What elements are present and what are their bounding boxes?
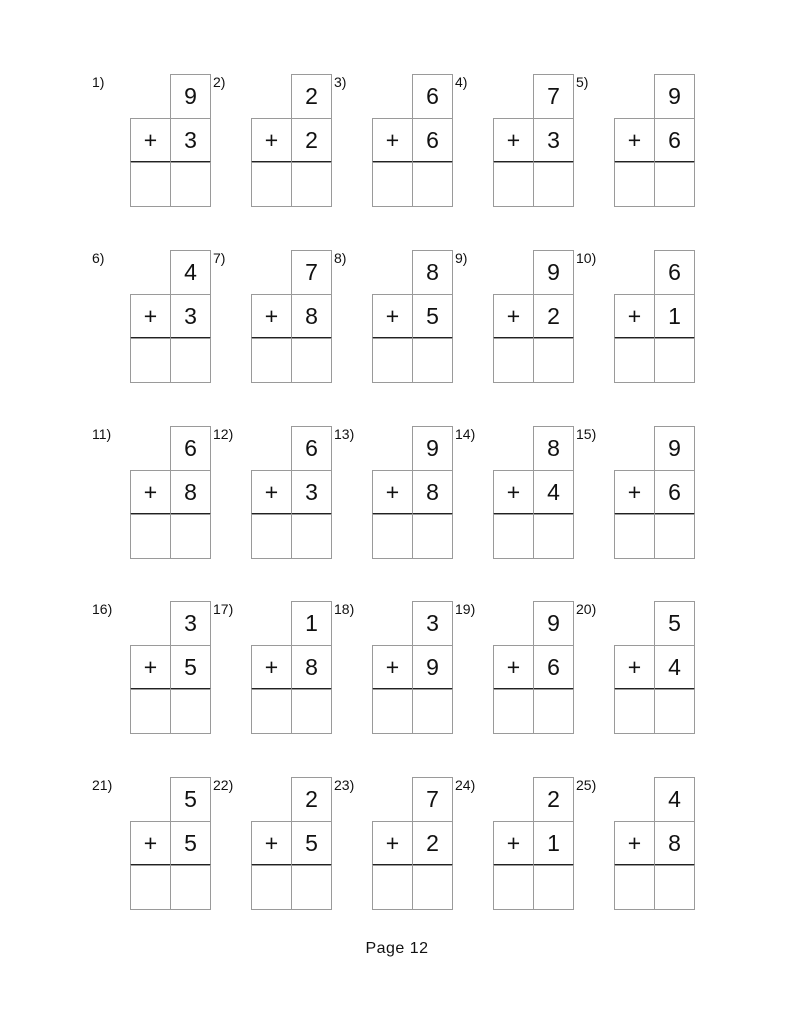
answer-ones-box[interactable] bbox=[291, 865, 332, 910]
bottom-digit: 8 bbox=[291, 645, 332, 690]
problem-number: 23) bbox=[334, 777, 355, 793]
top-digit: 6 bbox=[654, 250, 695, 295]
addition-problem bbox=[334, 777, 454, 913]
bottom-digit: 6 bbox=[533, 645, 574, 690]
answer-tens-box[interactable] bbox=[130, 514, 171, 559]
top-digit: 8 bbox=[412, 250, 453, 295]
answer-tens-box[interactable] bbox=[251, 162, 292, 207]
answer-ones-box[interactable] bbox=[170, 514, 211, 559]
plus-sign: + bbox=[251, 118, 292, 163]
answer-tens-box[interactable] bbox=[493, 338, 534, 383]
top-digit: 6 bbox=[170, 426, 211, 471]
addition-problem bbox=[92, 74, 212, 210]
addition-problem bbox=[334, 601, 454, 737]
bottom-digit: 3 bbox=[170, 294, 211, 339]
plus-sign: + bbox=[493, 645, 534, 690]
addition-problem bbox=[576, 74, 696, 210]
answer-tens-box[interactable] bbox=[493, 162, 534, 207]
answer-ones-box[interactable] bbox=[654, 338, 695, 383]
answer-tens-box[interactable] bbox=[493, 514, 534, 559]
plus-sign: + bbox=[130, 470, 171, 515]
answer-ones-box[interactable] bbox=[412, 689, 453, 734]
plus-sign: + bbox=[493, 118, 534, 163]
bottom-digit: 8 bbox=[291, 294, 332, 339]
answer-tens-box[interactable] bbox=[493, 865, 534, 910]
plus-sign: + bbox=[372, 645, 413, 690]
problem-number: 10) bbox=[576, 250, 597, 266]
top-digit: 5 bbox=[654, 601, 695, 646]
plus-sign: + bbox=[130, 294, 171, 339]
top-digit: 2 bbox=[291, 777, 332, 822]
problem-number: 7) bbox=[213, 250, 226, 266]
problem-number: 6) bbox=[92, 250, 105, 266]
problem-number: 20) bbox=[576, 601, 597, 617]
answer-ones-box[interactable] bbox=[291, 514, 332, 559]
addition-problem bbox=[334, 426, 454, 562]
plus-sign: + bbox=[130, 118, 171, 163]
plus-sign: + bbox=[614, 470, 655, 515]
addition-problem bbox=[92, 601, 212, 737]
answer-tens-box[interactable] bbox=[372, 689, 413, 734]
answer-tens-box[interactable] bbox=[614, 689, 655, 734]
addition-problem bbox=[334, 74, 454, 210]
addition-problem bbox=[92, 426, 212, 562]
answer-tens-box[interactable] bbox=[130, 689, 171, 734]
answer-ones-box[interactable] bbox=[291, 689, 332, 734]
top-digit: 6 bbox=[412, 74, 453, 119]
answer-tens-box[interactable] bbox=[372, 865, 413, 910]
problem-number: 17) bbox=[213, 601, 234, 617]
plus-sign: + bbox=[614, 821, 655, 866]
bottom-digit: 8 bbox=[412, 470, 453, 515]
bottom-digit: 2 bbox=[533, 294, 574, 339]
addition-problem bbox=[455, 74, 575, 210]
answer-tens-box[interactable] bbox=[130, 865, 171, 910]
bottom-digit: 1 bbox=[533, 821, 574, 866]
plus-sign: + bbox=[493, 821, 534, 866]
top-digit: 7 bbox=[533, 74, 574, 119]
plus-sign: + bbox=[372, 470, 413, 515]
problem-number: 15) bbox=[576, 426, 597, 442]
addition-problem bbox=[576, 777, 696, 913]
answer-tens-box[interactable] bbox=[251, 338, 292, 383]
bottom-digit: 3 bbox=[170, 118, 211, 163]
top-digit: 4 bbox=[654, 777, 695, 822]
answer-tens-box[interactable] bbox=[372, 338, 413, 383]
plus-sign: + bbox=[372, 294, 413, 339]
bottom-digit: 2 bbox=[291, 118, 332, 163]
answer-tens-box[interactable] bbox=[251, 865, 292, 910]
problem-number: 13) bbox=[334, 426, 355, 442]
answer-ones-box[interactable] bbox=[170, 338, 211, 383]
problem-number: 2) bbox=[213, 74, 226, 90]
answer-ones-box[interactable] bbox=[533, 162, 574, 207]
top-digit: 4 bbox=[170, 250, 211, 295]
problem-number: 22) bbox=[213, 777, 234, 793]
problem-number: 14) bbox=[455, 426, 476, 442]
plus-sign: + bbox=[251, 821, 292, 866]
problem-number: 5) bbox=[576, 74, 589, 90]
problem-number: 3) bbox=[334, 74, 347, 90]
answer-ones-box[interactable] bbox=[533, 514, 574, 559]
top-digit: 9 bbox=[533, 601, 574, 646]
bottom-digit: 3 bbox=[291, 470, 332, 515]
addition-problem bbox=[213, 426, 333, 562]
bottom-digit: 1 bbox=[654, 294, 695, 339]
bottom-digit: 3 bbox=[533, 118, 574, 163]
top-digit: 3 bbox=[412, 601, 453, 646]
answer-ones-box[interactable] bbox=[654, 865, 695, 910]
problem-number: 1) bbox=[92, 74, 105, 90]
top-digit: 9 bbox=[412, 426, 453, 471]
answer-ones-box[interactable] bbox=[533, 338, 574, 383]
addition-problem bbox=[455, 601, 575, 737]
plus-sign: + bbox=[251, 470, 292, 515]
plus-sign: + bbox=[372, 118, 413, 163]
addition-problem bbox=[213, 250, 333, 386]
plus-sign: + bbox=[614, 118, 655, 163]
answer-ones-box[interactable] bbox=[533, 865, 574, 910]
bottom-digit: 6 bbox=[654, 470, 695, 515]
top-digit: 9 bbox=[170, 74, 211, 119]
addition-problem bbox=[455, 777, 575, 913]
answer-tens-box[interactable] bbox=[251, 689, 292, 734]
bottom-digit: 6 bbox=[654, 118, 695, 163]
top-digit: 9 bbox=[533, 250, 574, 295]
problem-number: 4) bbox=[455, 74, 468, 90]
bottom-digit: 5 bbox=[170, 645, 211, 690]
plus-sign: + bbox=[493, 470, 534, 515]
top-digit: 2 bbox=[291, 74, 332, 119]
problem-number: 12) bbox=[213, 426, 234, 442]
top-digit: 3 bbox=[170, 601, 211, 646]
answer-tens-box[interactable] bbox=[614, 514, 655, 559]
top-digit: 7 bbox=[291, 250, 332, 295]
answer-tens-box[interactable] bbox=[614, 338, 655, 383]
plus-sign: + bbox=[251, 645, 292, 690]
bottom-digit: 5 bbox=[170, 821, 211, 866]
answer-ones-box[interactable] bbox=[654, 162, 695, 207]
answer-ones-box[interactable] bbox=[291, 338, 332, 383]
problem-number: 18) bbox=[334, 601, 355, 617]
bottom-digit: 8 bbox=[654, 821, 695, 866]
addition-problem bbox=[92, 777, 212, 913]
top-digit: 1 bbox=[291, 601, 332, 646]
plus-sign: + bbox=[493, 294, 534, 339]
top-digit: 2 bbox=[533, 777, 574, 822]
plus-sign: + bbox=[251, 294, 292, 339]
bottom-digit: 5 bbox=[412, 294, 453, 339]
problem-number: 16) bbox=[92, 601, 113, 617]
answer-ones-box[interactable] bbox=[412, 162, 453, 207]
addition-problem bbox=[576, 601, 696, 737]
answer-ones-box[interactable] bbox=[170, 162, 211, 207]
answer-tens-box[interactable] bbox=[614, 865, 655, 910]
addition-problem bbox=[576, 426, 696, 562]
addition-problem bbox=[576, 250, 696, 386]
answer-ones-box[interactable] bbox=[533, 689, 574, 734]
problem-number: 11) bbox=[92, 426, 112, 442]
page-number: Page 12 bbox=[365, 940, 429, 957]
problem-number: 19) bbox=[455, 601, 476, 617]
plus-sign: + bbox=[372, 821, 413, 866]
answer-tens-box[interactable] bbox=[614, 162, 655, 207]
bottom-digit: 6 bbox=[412, 118, 453, 163]
problem-number: 21) bbox=[92, 777, 113, 793]
plus-sign: + bbox=[130, 821, 171, 866]
bottom-digit: 9 bbox=[412, 645, 453, 690]
addition-problem bbox=[92, 250, 212, 386]
top-digit: 6 bbox=[291, 426, 332, 471]
answer-ones-box[interactable] bbox=[291, 162, 332, 207]
problem-number: 24) bbox=[455, 777, 476, 793]
bottom-digit: 2 bbox=[412, 821, 453, 866]
addition-problem bbox=[213, 74, 333, 210]
answer-ones-box[interactable] bbox=[412, 338, 453, 383]
problem-number: 25) bbox=[576, 777, 597, 793]
top-digit: 7 bbox=[412, 777, 453, 822]
addition-problem bbox=[455, 250, 575, 386]
addition-problem bbox=[334, 250, 454, 386]
addition-problem bbox=[213, 777, 333, 913]
answer-ones-box[interactable] bbox=[170, 689, 211, 734]
addition-problem bbox=[455, 426, 575, 562]
top-digit: 9 bbox=[654, 74, 695, 119]
answer-ones-box[interactable] bbox=[654, 514, 695, 559]
answer-tens-box[interactable] bbox=[251, 514, 292, 559]
plus-sign: + bbox=[130, 645, 171, 690]
top-digit: 9 bbox=[654, 426, 695, 471]
bottom-digit: 8 bbox=[170, 470, 211, 515]
bottom-digit: 4 bbox=[654, 645, 695, 690]
plus-sign: + bbox=[614, 294, 655, 339]
answer-tens-box[interactable] bbox=[130, 162, 171, 207]
answer-tens-box[interactable] bbox=[493, 689, 534, 734]
bottom-digit: 4 bbox=[533, 470, 574, 515]
answer-tens-box[interactable] bbox=[372, 514, 413, 559]
problem-number: 9) bbox=[455, 250, 468, 266]
answer-tens-box[interactable] bbox=[372, 162, 413, 207]
top-digit: 5 bbox=[170, 777, 211, 822]
addition-problem bbox=[213, 601, 333, 737]
answer-tens-box[interactable] bbox=[130, 338, 171, 383]
top-digit: 8 bbox=[533, 426, 574, 471]
answer-ones-box[interactable] bbox=[654, 689, 695, 734]
plus-sign: + bbox=[614, 645, 655, 690]
bottom-digit: 5 bbox=[291, 821, 332, 866]
answer-ones-box[interactable] bbox=[412, 514, 453, 559]
answer-ones-box[interactable] bbox=[170, 865, 211, 910]
answer-ones-box[interactable] bbox=[412, 865, 453, 910]
problem-number: 8) bbox=[334, 250, 347, 266]
